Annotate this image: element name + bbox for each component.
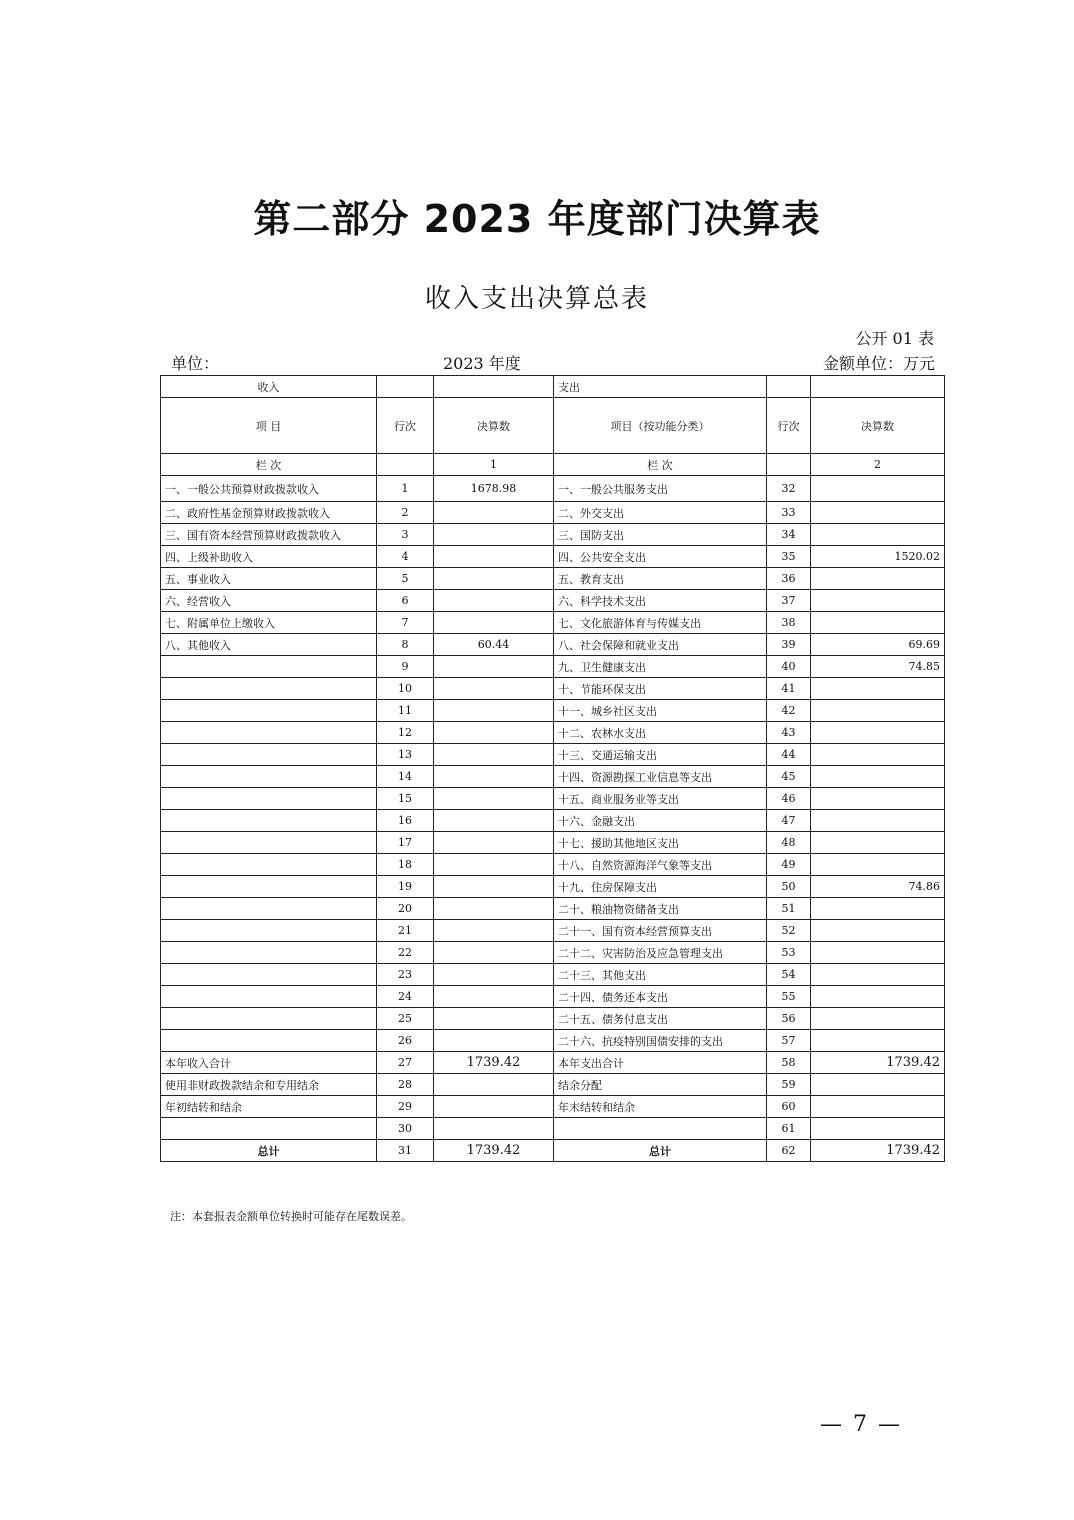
expense-amount-cell bbox=[811, 744, 945, 766]
income-row-no-cell: 24 bbox=[377, 986, 434, 1008]
table-row bbox=[161, 476, 945, 502]
income-row-no-cell: 30 bbox=[377, 1118, 434, 1140]
expense-amount-cell: 74.85 bbox=[811, 656, 945, 678]
income-amount-cell bbox=[434, 744, 554, 766]
income-item-cell bbox=[161, 1118, 377, 1140]
expense-item-cell bbox=[554, 1118, 767, 1140]
income-amount-cell: 1739.42 bbox=[434, 1052, 554, 1074]
income-amount-cell bbox=[434, 502, 554, 524]
expense-col-label: 栏 次 bbox=[554, 454, 767, 476]
expense-row-no-cell: 56 bbox=[767, 1008, 811, 1030]
expense-item-cell: 四、公共安全支出 bbox=[554, 546, 767, 568]
expense-item-cell: 九、卫生健康支出 bbox=[554, 656, 767, 678]
income-amount-cell bbox=[434, 986, 554, 1008]
expense-amount-cell bbox=[811, 810, 945, 832]
income-row-no-cell: 27 bbox=[377, 1052, 434, 1074]
table-row bbox=[161, 1074, 945, 1096]
expense-row-no-cell: 45 bbox=[767, 766, 811, 788]
expense-amount-cell bbox=[811, 1096, 945, 1118]
table-row bbox=[161, 546, 945, 568]
expense-row-no-cell: 33 bbox=[767, 502, 811, 524]
expense-amount-cell bbox=[811, 476, 945, 502]
table-row bbox=[161, 898, 945, 920]
income-item-cell bbox=[161, 854, 377, 876]
table-row bbox=[161, 854, 945, 876]
income-item-cell bbox=[161, 788, 377, 810]
expense-item-cell: 二十四、债务还本支出 bbox=[554, 986, 767, 1008]
expense-row-no-cell: 38 bbox=[767, 612, 811, 634]
table-row bbox=[161, 810, 945, 832]
expense-item-cell: 五、教育支出 bbox=[554, 568, 767, 590]
table-row bbox=[161, 700, 945, 722]
expense-item-cell: 结余分配 bbox=[554, 1074, 767, 1096]
expense-item-cell: 十七、援助其他地区支出 bbox=[554, 832, 767, 854]
expense-amount-cell bbox=[811, 964, 945, 986]
expense-item-cell: 十九、住房保障支出 bbox=[554, 876, 767, 898]
income-item-cell: 七、附属单位上缴收入 bbox=[161, 612, 377, 634]
expense-amount-cell bbox=[811, 854, 945, 876]
table-row bbox=[161, 964, 945, 986]
expense-amount-cell: 69.69 bbox=[811, 634, 945, 656]
income-row-no-cell: 2 bbox=[377, 502, 434, 524]
income-row-no-cell: 26 bbox=[377, 1030, 434, 1052]
expense-amount-cell bbox=[811, 942, 945, 964]
income-amount-cell: 1739.42 bbox=[434, 1140, 554, 1162]
unit-label: 单位： bbox=[171, 354, 220, 373]
expense-row-no-cell: 51 bbox=[767, 898, 811, 920]
expense-item-cell: 十三、交通运输支出 bbox=[554, 744, 767, 766]
table-row bbox=[161, 920, 945, 942]
expense-row-no-cell: 59 bbox=[767, 1074, 811, 1096]
expense-row-no-cell: 61 bbox=[767, 1118, 811, 1140]
table-row bbox=[161, 832, 945, 854]
income-item-cell bbox=[161, 1008, 377, 1030]
income-row-no-cell: 8 bbox=[377, 634, 434, 656]
expense-item-cell: 总计 bbox=[554, 1140, 767, 1162]
income-item-cell bbox=[161, 656, 377, 678]
expense-row-no-cell: 50 bbox=[767, 876, 811, 898]
table-row bbox=[161, 1118, 945, 1140]
income-row-no-cell: 23 bbox=[377, 964, 434, 986]
expense-item-cell: 十六、金融支出 bbox=[554, 810, 767, 832]
table-row bbox=[161, 1096, 945, 1118]
expense-header: 支出 bbox=[554, 376, 767, 398]
income-row-no-cell: 14 bbox=[377, 766, 434, 788]
income-item-cell bbox=[161, 898, 377, 920]
expense-amount-cell: 74.86 bbox=[811, 876, 945, 898]
expense-row-no-cell: 52 bbox=[767, 920, 811, 942]
income-amount-cell bbox=[434, 854, 554, 876]
footnote: 注：本套报表金额单位转换时可能存在尾数误差。 bbox=[170, 1210, 412, 1223]
income-row-no-cell: 28 bbox=[377, 1074, 434, 1096]
expense-item-cell: 一、一般公共服务支出 bbox=[554, 476, 767, 502]
expense-amount-cell bbox=[811, 590, 945, 612]
expense-amount-cell: 1739.42 bbox=[811, 1052, 945, 1074]
income-item-cell bbox=[161, 722, 377, 744]
income-amount-cell bbox=[434, 546, 554, 568]
expense-amount-cell bbox=[811, 524, 945, 546]
expense-row-no-cell: 37 bbox=[767, 590, 811, 612]
income-item-cell: 使用非财政拨款结余和专用结余 bbox=[161, 1074, 377, 1096]
income-amount-cell: 1678.98 bbox=[434, 476, 554, 502]
expense-item-header: 项目（按功能分类） bbox=[554, 398, 767, 454]
expense-amount-cell bbox=[811, 700, 945, 722]
income-row-no-cell: 9 bbox=[377, 656, 434, 678]
table-row bbox=[161, 1008, 945, 1030]
income-amount-cell bbox=[434, 832, 554, 854]
income-item-cell: 二、政府性基金预算财政拨款收入 bbox=[161, 502, 377, 524]
income-item-cell bbox=[161, 810, 377, 832]
income-item-cell bbox=[161, 920, 377, 942]
expense-row-no-cell: 44 bbox=[767, 744, 811, 766]
income-amount-cell bbox=[434, 700, 554, 722]
income-row-no-cell: 6 bbox=[377, 590, 434, 612]
income-amount-cell bbox=[434, 590, 554, 612]
expense-item-cell: 十、节能环保支出 bbox=[554, 678, 767, 700]
income-row-no-cell: 12 bbox=[377, 722, 434, 744]
header-row-1 bbox=[161, 376, 945, 398]
income-item-cell: 六、经营收入 bbox=[161, 590, 377, 612]
expense-row-no-cell: 34 bbox=[767, 524, 811, 546]
expense-item-cell: 六、科学技术支出 bbox=[554, 590, 767, 612]
meta-row bbox=[163, 351, 935, 373]
expense-row-no-cell: 62 bbox=[767, 1140, 811, 1162]
income-row-no-cell: 22 bbox=[377, 942, 434, 964]
income-row-no-cell: 21 bbox=[377, 920, 434, 942]
table-row bbox=[161, 744, 945, 766]
income-item-cell: 年初结转和结余 bbox=[161, 1096, 377, 1118]
expense-amount-cell bbox=[811, 612, 945, 634]
income-item-cell bbox=[161, 832, 377, 854]
expense-item-cell: 七、文化旅游体育与传媒支出 bbox=[554, 612, 767, 634]
income-row-no-header: 行次 bbox=[377, 398, 434, 454]
expense-item-cell: 二十一、国有资本经营预算支出 bbox=[554, 920, 767, 942]
expense-amount-cell bbox=[811, 502, 945, 524]
page-title: 第二部分 2023 年度部门决算表 bbox=[253, 197, 821, 241]
expense-row-no-cell: 42 bbox=[767, 700, 811, 722]
income-item-header: 项 目 bbox=[161, 398, 377, 454]
expense-amount-header: 决算数 bbox=[811, 398, 945, 454]
expense-item-cell: 十一、城乡社区支出 bbox=[554, 700, 767, 722]
expense-item-cell: 三、国防支出 bbox=[554, 524, 767, 546]
income-row-no-cell: 20 bbox=[377, 898, 434, 920]
income-amount-cell bbox=[434, 678, 554, 700]
table-row bbox=[161, 590, 945, 612]
income-row-no-cell: 3 bbox=[377, 524, 434, 546]
income-item-cell: 八、其他收入 bbox=[161, 634, 377, 656]
expense-item-cell: 二十五、债务付息支出 bbox=[554, 1008, 767, 1030]
expense-amount-cell bbox=[811, 1030, 945, 1052]
expense-amount-cell bbox=[811, 1074, 945, 1096]
table-row bbox=[161, 656, 945, 678]
money-unit-label: 金额单位：万元 bbox=[822, 354, 935, 373]
year-label: 2023 年度 bbox=[443, 354, 521, 373]
page-number: — 7 — bbox=[820, 1412, 902, 1437]
header-row-2 bbox=[161, 398, 945, 454]
expense-row-no-cell: 47 bbox=[767, 810, 811, 832]
income-amount-cell bbox=[434, 810, 554, 832]
income-amount-cell bbox=[434, 1118, 554, 1140]
expense-row-no-cell: 39 bbox=[767, 634, 811, 656]
expense-col-number: 2 bbox=[811, 454, 945, 476]
income-row-no-cell: 7 bbox=[377, 612, 434, 634]
income-item-cell: 一、一般公共预算财政拨款收入 bbox=[161, 476, 377, 502]
income-item-cell bbox=[161, 678, 377, 700]
table-row bbox=[161, 788, 945, 810]
table-row bbox=[161, 524, 945, 546]
income-row-no-cell: 4 bbox=[377, 546, 434, 568]
income-row-no-cell: 31 bbox=[377, 1140, 434, 1162]
table-row bbox=[161, 1052, 945, 1074]
income-row-no-cell: 1 bbox=[377, 476, 434, 502]
income-amount-cell bbox=[434, 656, 554, 678]
income-amount-header: 决算数 bbox=[434, 398, 554, 454]
expense-row-no-cell: 46 bbox=[767, 788, 811, 810]
expense-row-no-cell: 49 bbox=[767, 854, 811, 876]
expense-amount-cell bbox=[811, 788, 945, 810]
table-row bbox=[161, 502, 945, 524]
income-col-number: 1 bbox=[434, 454, 554, 476]
table-row bbox=[161, 634, 945, 656]
expense-row-no-cell: 40 bbox=[767, 656, 811, 678]
expense-row-no-cell: 41 bbox=[767, 678, 811, 700]
expense-item-cell: 年末结转和结余 bbox=[554, 1096, 767, 1118]
income-item-cell bbox=[161, 986, 377, 1008]
table-title: 收入支出决算总表 bbox=[424, 284, 649, 314]
expense-item-cell: 二十六、抗疫特别国债安排的支出 bbox=[554, 1030, 767, 1052]
income-amount-cell: 60.44 bbox=[434, 634, 554, 656]
expense-row-no-cell: 36 bbox=[767, 568, 811, 590]
expense-row-no-cell: 58 bbox=[767, 1052, 811, 1074]
table-row bbox=[161, 568, 945, 590]
expense-item-cell: 十二、农林水支出 bbox=[554, 722, 767, 744]
expense-amount-cell bbox=[811, 766, 945, 788]
income-expense-table bbox=[160, 375, 945, 1162]
table-row bbox=[161, 942, 945, 964]
expense-item-cell: 二十、粮油物资储备支出 bbox=[554, 898, 767, 920]
expense-item-cell: 本年支出合计 bbox=[554, 1052, 767, 1074]
income-row-no-cell: 19 bbox=[377, 876, 434, 898]
income-amount-cell bbox=[434, 788, 554, 810]
expense-amount-cell bbox=[811, 832, 945, 854]
expense-item-cell: 十五、商业服务业等支出 bbox=[554, 788, 767, 810]
expense-item-cell: 二十二、灾害防治及应急管理支出 bbox=[554, 942, 767, 964]
income-amount-cell bbox=[434, 920, 554, 942]
expense-amount-cell bbox=[811, 1118, 945, 1140]
expense-amount-cell bbox=[811, 920, 945, 942]
table-row bbox=[161, 986, 945, 1008]
income-item-cell bbox=[161, 700, 377, 722]
expense-item-cell: 十八、自然资源海洋气象等支出 bbox=[554, 854, 767, 876]
form-number: 公开 01 表 bbox=[855, 329, 934, 348]
income-item-cell: 总计 bbox=[161, 1140, 377, 1162]
expense-amount-cell bbox=[811, 722, 945, 744]
income-row-no-cell: 16 bbox=[377, 810, 434, 832]
income-row-no-cell: 15 bbox=[377, 788, 434, 810]
income-amount-cell bbox=[434, 612, 554, 634]
expense-amount-cell: 1739.42 bbox=[811, 1140, 945, 1162]
expense-amount-cell bbox=[811, 898, 945, 920]
expense-amount-cell bbox=[811, 678, 945, 700]
income-amount-cell bbox=[434, 964, 554, 986]
column-number-row bbox=[161, 454, 945, 476]
table-row bbox=[161, 612, 945, 634]
income-amount-cell bbox=[434, 568, 554, 590]
expense-item-cell: 二、外交支出 bbox=[554, 502, 767, 524]
table-row bbox=[161, 678, 945, 700]
income-item-cell bbox=[161, 964, 377, 986]
income-amount-cell bbox=[434, 524, 554, 546]
income-amount-cell bbox=[434, 876, 554, 898]
income-item-cell bbox=[161, 876, 377, 898]
expense-row-no-cell: 54 bbox=[767, 964, 811, 986]
income-row-no-cell: 18 bbox=[377, 854, 434, 876]
income-item-cell bbox=[161, 766, 377, 788]
income-item-cell bbox=[161, 1030, 377, 1052]
table-row bbox=[161, 722, 945, 744]
income-header: 收入 bbox=[161, 376, 377, 398]
expense-amount-cell bbox=[811, 986, 945, 1008]
expense-amount-cell bbox=[811, 568, 945, 590]
income-item-cell: 四、上级补助收入 bbox=[161, 546, 377, 568]
expense-row-no-header: 行次 bbox=[767, 398, 811, 454]
income-amount-cell bbox=[434, 1030, 554, 1052]
income-item-cell: 五、事业收入 bbox=[161, 568, 377, 590]
income-row-no-cell: 13 bbox=[377, 744, 434, 766]
table-row bbox=[161, 876, 945, 898]
income-amount-cell bbox=[434, 898, 554, 920]
income-item-cell bbox=[161, 744, 377, 766]
income-item-cell: 三、国有资本经营预算财政拨款收入 bbox=[161, 524, 377, 546]
expense-row-no-cell: 43 bbox=[767, 722, 811, 744]
income-row-no-cell: 10 bbox=[377, 678, 434, 700]
income-amount-cell bbox=[434, 722, 554, 744]
table-row bbox=[161, 1140, 945, 1162]
expense-row-no-cell: 35 bbox=[767, 546, 811, 568]
expense-amount-cell bbox=[811, 1008, 945, 1030]
expense-row-no-cell: 55 bbox=[767, 986, 811, 1008]
expense-row-no-cell: 60 bbox=[767, 1096, 811, 1118]
expense-row-no-cell: 48 bbox=[767, 832, 811, 854]
table-row bbox=[161, 766, 945, 788]
income-amount-cell bbox=[434, 1096, 554, 1118]
income-amount-cell bbox=[434, 1074, 554, 1096]
income-col-label: 栏 次 bbox=[161, 454, 377, 476]
expense-item-cell: 二十三、其他支出 bbox=[554, 964, 767, 986]
expense-row-no-cell: 57 bbox=[767, 1030, 811, 1052]
expense-row-no-cell: 32 bbox=[767, 476, 811, 502]
income-amount-cell bbox=[434, 766, 554, 788]
income-amount-cell bbox=[434, 1008, 554, 1030]
income-row-no-cell: 17 bbox=[377, 832, 434, 854]
expense-item-cell: 十四、资源勘探工业信息等支出 bbox=[554, 766, 767, 788]
income-row-no-cell: 11 bbox=[377, 700, 434, 722]
income-row-no-cell: 5 bbox=[377, 568, 434, 590]
income-amount-cell bbox=[434, 942, 554, 964]
income-item-cell bbox=[161, 942, 377, 964]
income-item-cell: 本年收入合计 bbox=[161, 1052, 377, 1074]
expense-row-no-cell: 53 bbox=[767, 942, 811, 964]
income-row-no-cell: 25 bbox=[377, 1008, 434, 1030]
expense-amount-cell: 1520.02 bbox=[811, 546, 945, 568]
income-row-no-cell: 29 bbox=[377, 1096, 434, 1118]
expense-item-cell: 八、社会保障和就业支出 bbox=[554, 634, 767, 656]
table-row bbox=[161, 1030, 945, 1052]
